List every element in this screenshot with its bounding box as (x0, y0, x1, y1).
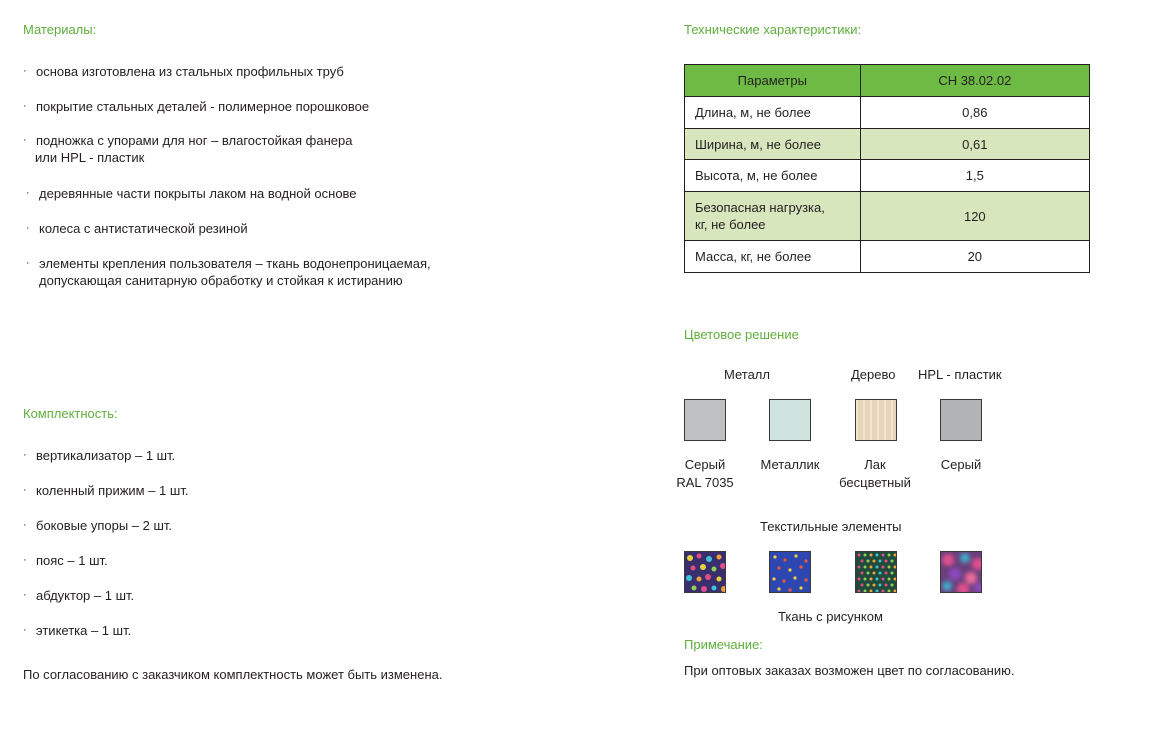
bullet-dot: · (23, 100, 27, 112)
materials-item-text: колеса с антистатической резиной (39, 221, 248, 236)
specs-param (685, 160, 861, 192)
specs-value: 1,5 (860, 160, 1089, 192)
bullet-dot: · (23, 589, 27, 601)
materials-item-text: основа изготовлена из стальных профильных труб (36, 64, 344, 79)
specs-col-value: СН 38.02.02 (860, 65, 1089, 97)
swatch-varnish-wood (855, 399, 897, 441)
specs-param (685, 97, 861, 129)
specs-heading: Технические характеристики: (684, 22, 862, 37)
note-heading: Примечание: (684, 637, 763, 652)
swatch-gray-ral7035 (684, 399, 726, 441)
kit-item-text: абдуктор – 1 шт. (36, 588, 135, 603)
note-text: При оптовых заказах возможен цвет по согласованию. (684, 663, 1015, 678)
bullet-dot: · (23, 449, 27, 461)
wood-label: Дерево (851, 367, 896, 382)
kit-item-text: боковые упоры – 2 шт. (36, 518, 173, 533)
kit-heading: Комплектность: (23, 406, 118, 421)
swatch-caption (755, 456, 825, 474)
swatch-caption-line: Металлик (760, 457, 820, 472)
kit-item-text: пояс – 1 шт. (36, 553, 108, 568)
swatch-gray-hpl (940, 399, 982, 441)
specs-param (685, 241, 861, 273)
textile-pattern-2 (769, 551, 811, 593)
specs-param-text: Длина, м, не более (695, 105, 811, 120)
specs-value: 0,86 (860, 97, 1089, 129)
specs-row (685, 192, 1090, 241)
kit-note: По согласованию с заказчиком комплектность может быть изменена. (23, 667, 443, 682)
specs-table (684, 64, 1090, 273)
materials-item-text: допускающая санитарную обработку и стойкая к истиранию (39, 273, 403, 288)
swatch-caption-line: бесцветный (839, 475, 911, 490)
specs-row (685, 241, 1090, 273)
bullet-dot: · (23, 554, 27, 566)
textile-pattern-1 (684, 551, 726, 593)
bullet-dot: · (26, 257, 30, 269)
textile-label: Текстильные элементы (760, 519, 902, 534)
specs-value: 120 (860, 192, 1089, 241)
specs-value: 20 (860, 241, 1089, 273)
swatch-caption (835, 456, 915, 492)
materials-item-text: деревянные части покрыты лаком на водной основе (39, 186, 357, 201)
bullet-dot: · (23, 134, 27, 146)
swatch-caption-line: Серый (940, 457, 982, 472)
specs-row (685, 97, 1090, 129)
specs-param-text: кг, не более (695, 217, 766, 232)
swatch-caption (670, 456, 740, 492)
bullet-dot: · (26, 222, 30, 234)
specs-param-text: Ширина, м, не более (695, 136, 821, 152)
colors-heading: Цветовое решение (684, 327, 799, 342)
specs-param-text: Масса, кг, не более (695, 249, 812, 264)
specs-header-row (685, 65, 1090, 97)
materials-heading: Материалы: (23, 22, 97, 37)
textile-caption: Ткань с рисунком (778, 609, 883, 624)
textile-pattern-4 (940, 551, 982, 593)
bullet-dot: · (23, 624, 27, 636)
kit-item-text: коленный прижим – 1 шт. (36, 483, 189, 498)
specs-row (685, 160, 1090, 192)
kit-item-text: вертикализатор – 1 шт. (36, 448, 176, 463)
specs-col-param: Параметры (685, 65, 861, 97)
kit-item-text: этикетка – 1 шт. (36, 623, 132, 638)
specs-row (685, 129, 1090, 160)
specs-param-text: Высота, м, не более (695, 168, 818, 183)
metal-label: Металл (724, 367, 770, 382)
specs-param-text: Безопасная нагрузка, (695, 200, 825, 215)
materials-item-text: элементы крепления пользователя – ткань водонепроницаемая, (39, 256, 431, 271)
bullet-dot: · (23, 484, 27, 496)
specs-param (685, 192, 861, 241)
swatch-caption-line: Лак (864, 457, 886, 472)
swatch-metallic (769, 399, 811, 441)
bullet-dot: · (23, 519, 27, 531)
bullet-dot: · (23, 65, 27, 77)
swatch-caption-line: Серый (684, 457, 726, 472)
materials-item-text: покрытие стальных деталей - полимерное порошковое (36, 99, 370, 114)
materials-item-text: или HPL - пластик (35, 150, 145, 165)
bullet-dot: · (26, 187, 30, 199)
materials-item-text: подножка с упорами для ног – влагостойкая фанера (36, 133, 353, 148)
hpl-label: HPL - пластик (918, 367, 1002, 382)
swatch-caption-line: RAL 7035 (676, 475, 734, 490)
specs-value: 0,61 (860, 129, 1089, 160)
textile-pattern-3 (855, 551, 897, 593)
specs-param (685, 129, 861, 160)
swatch-caption (926, 456, 996, 474)
